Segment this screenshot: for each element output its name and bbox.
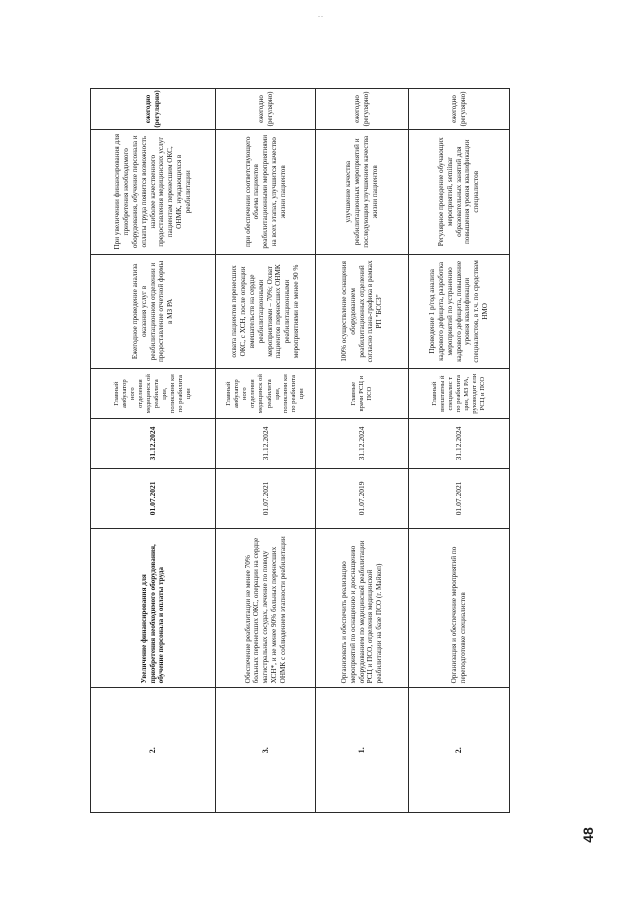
scan-mark: ..: [318, 10, 324, 19]
measure-name: Обеспечение реабилитации не менее 70% больных перенесших ОКС, операции на сердце магистральных сосудах, лечение по поводу ХСН*, и не менее 90% больных перенесших ОНМК с соблюдением этапности реабилитации: [216, 528, 315, 688]
end-date: 31.12.2024: [216, 418, 315, 468]
row-number: 2.: [409, 687, 509, 812]
expected-result: При увеличении финансирования для приобретения необходимого оборудования, обучение персонала и оплаты труда появится возможность наиболее качественного предоставления медицинских услуг пациентам перенесшим ОКС, ОНМК, нуждающихся в реабилитации: [91, 129, 215, 254]
expected-result: Регулярное проведение обучающих мероприятий, semiinar образовательных занятий для повышения уровня квалификации специалистов: [409, 129, 509, 254]
start-date: 01.07.2021: [91, 468, 215, 528]
target-indicator: Проведение 1 р/год анализа кадрового дефицита, разработка мероприятий по устранению кадрового дефицита, повышение уровня квалификации специалистов, в т.ч. по средствам НМО: [409, 254, 509, 369]
end-date: 31.12.2024: [91, 418, 215, 468]
measure-name: Увеличение финансирования для приобретения необходимого оборудования, обучение персонала и оплаты труда: [91, 528, 215, 688]
measure-name: Организовать и обеспечить реализацию мероприятий по оснащению и дооснащению оборудованием по медицинской реабилитации РСЦ и ПСО, отделения медицинской реабилитации на базе ПСО (г. Майкоп): [316, 528, 408, 688]
table-row: [316, 89, 409, 812]
responsible-person: Главный амбулатор ного отделения медицинск ой реабилита ции, поликлини ки по реабилита ции: [91, 368, 215, 418]
expected-result: при обеспечении соответствующего объема пациентов реабилитационными мероприятиями на всех этапах, улучшится качество жизни пациентов: [216, 129, 315, 254]
responsible-person: Главные врачи РСЦ и ПСО: [316, 368, 408, 418]
measure-name: Организация и обеспечение мероприятий по переподготовке специалистов: [409, 528, 509, 688]
table-row: [409, 89, 509, 812]
page-number: 48: [580, 827, 596, 843]
end-date: 31.12.2024: [409, 418, 509, 468]
target-indicator: 100% осуществление оснащения оборудованием реабилитационных отделений согласно плана-графика в рамках РП "БССЗ": [316, 254, 408, 369]
frequency: ежегодно (регулярно): [256, 91, 274, 127]
table-row: [91, 89, 216, 812]
end-date: 31.12.2024: [316, 418, 408, 468]
responsible-person: Главный амбулатор ного отделения медицинск ой реабилита ции, поликлини ки по реабилита ции: [216, 368, 315, 418]
table-row: [216, 89, 316, 812]
responsible-person: Главный внештатны й специалис т по реабилита ции, МЗ РА, руководит ели РСЦ и ПСО: [409, 368, 509, 418]
start-date: 01.07.2019: [316, 468, 408, 528]
target-indicator: охвата пациентов перенесших ОКС, с ХСН, после операции вмешательств на сердце реабилитационными мероприятиями – 70%; Охват пациентов перенесших ОНМК реабилитационными мероприятиями не менее 90 %: [216, 254, 315, 369]
frequency: ежегодно (регулярно): [144, 90, 161, 128]
start-date: 01.07.2021: [216, 468, 315, 528]
frequency: ежегодно (регулярно): [450, 91, 467, 127]
row-number: 1.: [316, 687, 408, 812]
start-date: 01.07.2021: [409, 468, 509, 528]
measures-table: [90, 88, 510, 813]
frequency: ежегодно (регулярно): [353, 91, 370, 127]
target-indicator: Ежегодное проведение анализа оказания услуг в реабилитационном отделении и предоставление отчетной формы в МЗ РА: [91, 254, 215, 369]
row-number: 2.: [91, 687, 215, 812]
rotated-table-wrapper: [90, 88, 510, 813]
expected-result: улучшение качества реабилитационных мероприятий и последующим улучшением качества жизни пациентов: [316, 129, 408, 254]
row-number: 3.: [216, 687, 315, 812]
